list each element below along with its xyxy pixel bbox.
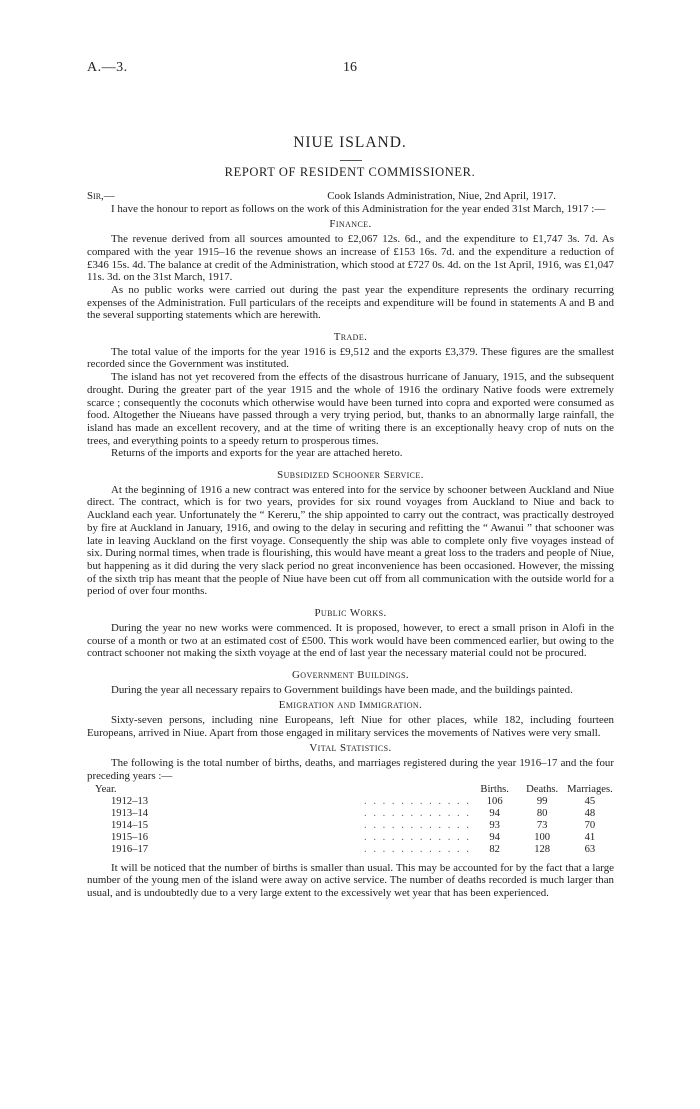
row-deaths: 99 bbox=[536, 795, 548, 807]
title-rule bbox=[340, 160, 362, 161]
section-heading-emigration: Emigration and Immigration. bbox=[278, 699, 423, 712]
public-works-paragraph-1: During the year no new works were commenced. It is proposed, however, to erect a small prison in Alofi in the course of a month or two at an estimated cost of £500. This work would have been commenced earlier, but owing to the contract schooner not making the sixth voyage at the end of last year the necessary material could not be procured. bbox=[87, 621, 614, 660]
government-buildings-paragraph-1: During the year all necessary repairs to Government buildings have been made, and the buildings painted. bbox=[111, 683, 573, 696]
header-year: Year. bbox=[95, 783, 117, 795]
schooner-paragraph-1: At the beginning of 1916 a new contract was entered into for the service by schooner between Auckland and Niue direct. The contract, which is for two years, provides for six round voyages from Auckland to Niue and back to Auckland each year. Unfortunately the “ Kereru,” the ship appointed to carry out the contract, was practically destroyed by fire at Auckland in January, 1916, and owing to the delay in securing and refitting the “ Awanui ” that schooner was late in leaving Auckland on the first voyage. Consequently the ship was able to complete only five voyages instead of six. During normal times, when trade is flourishing, this would have meant a great loss to the traders and people of Niue, but happening as it did during the very slack period no great inconvenience has been occasioned. However, the missing of the sixth trip has meant that the people of Niue have been cut off from all communication with the outside world for a period of over four months. bbox=[87, 483, 614, 598]
row-leaders: . . . . . . . . . . . . bbox=[364, 807, 471, 819]
vital-statistics-table bbox=[87, 784, 614, 856]
table-row bbox=[87, 844, 614, 856]
trade-paragraph-3: Returns of the imports and exports for the year are attached hereto. bbox=[111, 447, 403, 460]
section-heading-vital-statistics: Vital Statistics. bbox=[309, 742, 392, 755]
intro-paragraph: I have the honour to report as follows on the work of this Administration for the year ended 31st March, 1917 :— bbox=[111, 202, 606, 215]
row-deaths: 128 bbox=[534, 843, 551, 855]
table-header-row bbox=[87, 784, 614, 796]
table-row bbox=[87, 820, 614, 832]
row-marriages: 41 bbox=[584, 831, 596, 843]
row-leaders: . . . . . . . . . . . . bbox=[364, 831, 471, 843]
row-births: 93 bbox=[489, 819, 500, 831]
section-heading-schooner: Subsidized Schooner Service. bbox=[277, 469, 424, 482]
trade-paragraph-2: The island has not yet recovered from the effects of the disastrous hurricane of January, 1915, and the subsequent drought. During the greater part of the year 1915 and the whole of 1916 the ordinary Native foods were extremely scarce ; consequently the coconuts which otherwise would have been turned into copra and exported were consumed as food. Altogether the Niueans have passed through a very trying period, but, thanks to an abnormally large rainfall, the island has made an excellent recovery, and at the time of writing there is an exceptionally heavy crop of nuts on the trees, and everything points to a speedy return to prosperous times. bbox=[87, 371, 614, 447]
header-births: Births. bbox=[480, 783, 509, 795]
row-marriages: 45 bbox=[584, 795, 596, 807]
report-body bbox=[87, 190, 614, 900]
row-births: 94 bbox=[489, 831, 500, 843]
page-title: NIUE ISLAND. bbox=[293, 134, 407, 151]
salutation bbox=[87, 190, 614, 203]
row-births: 82 bbox=[489, 843, 500, 855]
row-deaths: 73 bbox=[536, 819, 548, 831]
row-births: 106 bbox=[486, 795, 503, 807]
section-heading-government-buildings: Government Buildings. bbox=[292, 668, 409, 681]
row-deaths: 100 bbox=[534, 831, 551, 843]
section-heading-public-works: Public Works. bbox=[314, 607, 387, 620]
row-leaders: . . . . . . . . . . . . bbox=[364, 795, 471, 807]
table-row bbox=[87, 808, 614, 820]
row-deaths: 80 bbox=[536, 807, 548, 819]
row-marriages: 70 bbox=[584, 819, 596, 831]
row-year: 1913–14 bbox=[111, 807, 149, 819]
row-leaders: . . . . . . . . . . . . bbox=[364, 819, 471, 831]
header-deaths: Deaths. bbox=[526, 783, 559, 795]
page-number: 16 bbox=[343, 60, 357, 75]
row-marriages: 48 bbox=[584, 807, 596, 819]
vital-statistics-paragraph-2: It will be noticed that the number of births is smaller than usual. This may be accounted for by the fact that a large number of the young men of the island were away on active service. The number of deaths recorded is much larger than usual, and is undoubtedly due to a very large extent to the excessively wet year that has been experienced. bbox=[87, 861, 614, 899]
emigration-paragraph-1: Sixty-seven persons, including nine Europeans, left Niue for other places, while 182, including fourteen Europeans, arrived in Niue. Apart from those engaged in military services the movements of Natives were very small. bbox=[87, 714, 614, 739]
table-row bbox=[87, 832, 614, 844]
salutation-address: Cook Islands Administration, Niue, 2nd April, 1917. bbox=[327, 190, 556, 202]
finance-paragraph-2: As no public works were carried out during the past year the expenditure represents the ordinary recurring expenses of the Administration. Full particulars of the receipts and expenditure will be found in statements A and B and the several supporting statements which are herewith. bbox=[87, 283, 614, 322]
header-marriages: Marriages. bbox=[567, 783, 613, 795]
vital-statistics-paragraph-1: The following is the total number of births, deaths, and marriages registered during the year 1916–17 and the four preceding years :— bbox=[87, 757, 614, 782]
row-year: 1912–13 bbox=[111, 795, 149, 807]
row-leaders: . . . . . . . . . . . . bbox=[364, 843, 471, 855]
row-year: 1916–17 bbox=[111, 843, 149, 855]
parliamentary-paper-ref: A.—3. bbox=[87, 60, 128, 75]
salutation-sir: Sir,— bbox=[87, 190, 115, 202]
row-year: 1915–16 bbox=[111, 831, 149, 843]
report-subtitle: REPORT OF RESIDENT COMMISSIONER. bbox=[224, 165, 476, 179]
finance-paragraph-1: The revenue derived from all sources amounted to £2,067 12s. 6d., and the expenditure to £1,747 3s. 7d. As compared with the year 1915–16 the revenue shows an increase of £153 16s. 7d. and the expenditure a reduction of £346 15s. 4d. The balance at credit of the Administration, which stood at £727 0s. 4d. on the 1st April, 1916, was £1,047 11s. 3d. on the 31st March, 1917. bbox=[87, 233, 614, 284]
section-heading-trade: Trade. bbox=[333, 331, 368, 344]
row-year: 1914–15 bbox=[111, 819, 149, 831]
section-heading-finance: Finance. bbox=[329, 218, 372, 231]
row-marriages: 63 bbox=[584, 843, 596, 855]
table-row bbox=[87, 796, 614, 808]
row-births: 94 bbox=[489, 807, 500, 819]
trade-paragraph-1: The total value of the imports for the year 1916 is £9,512 and the exports £3,379. These figures are the smallest recorded since the Government was instituted. bbox=[87, 345, 614, 371]
